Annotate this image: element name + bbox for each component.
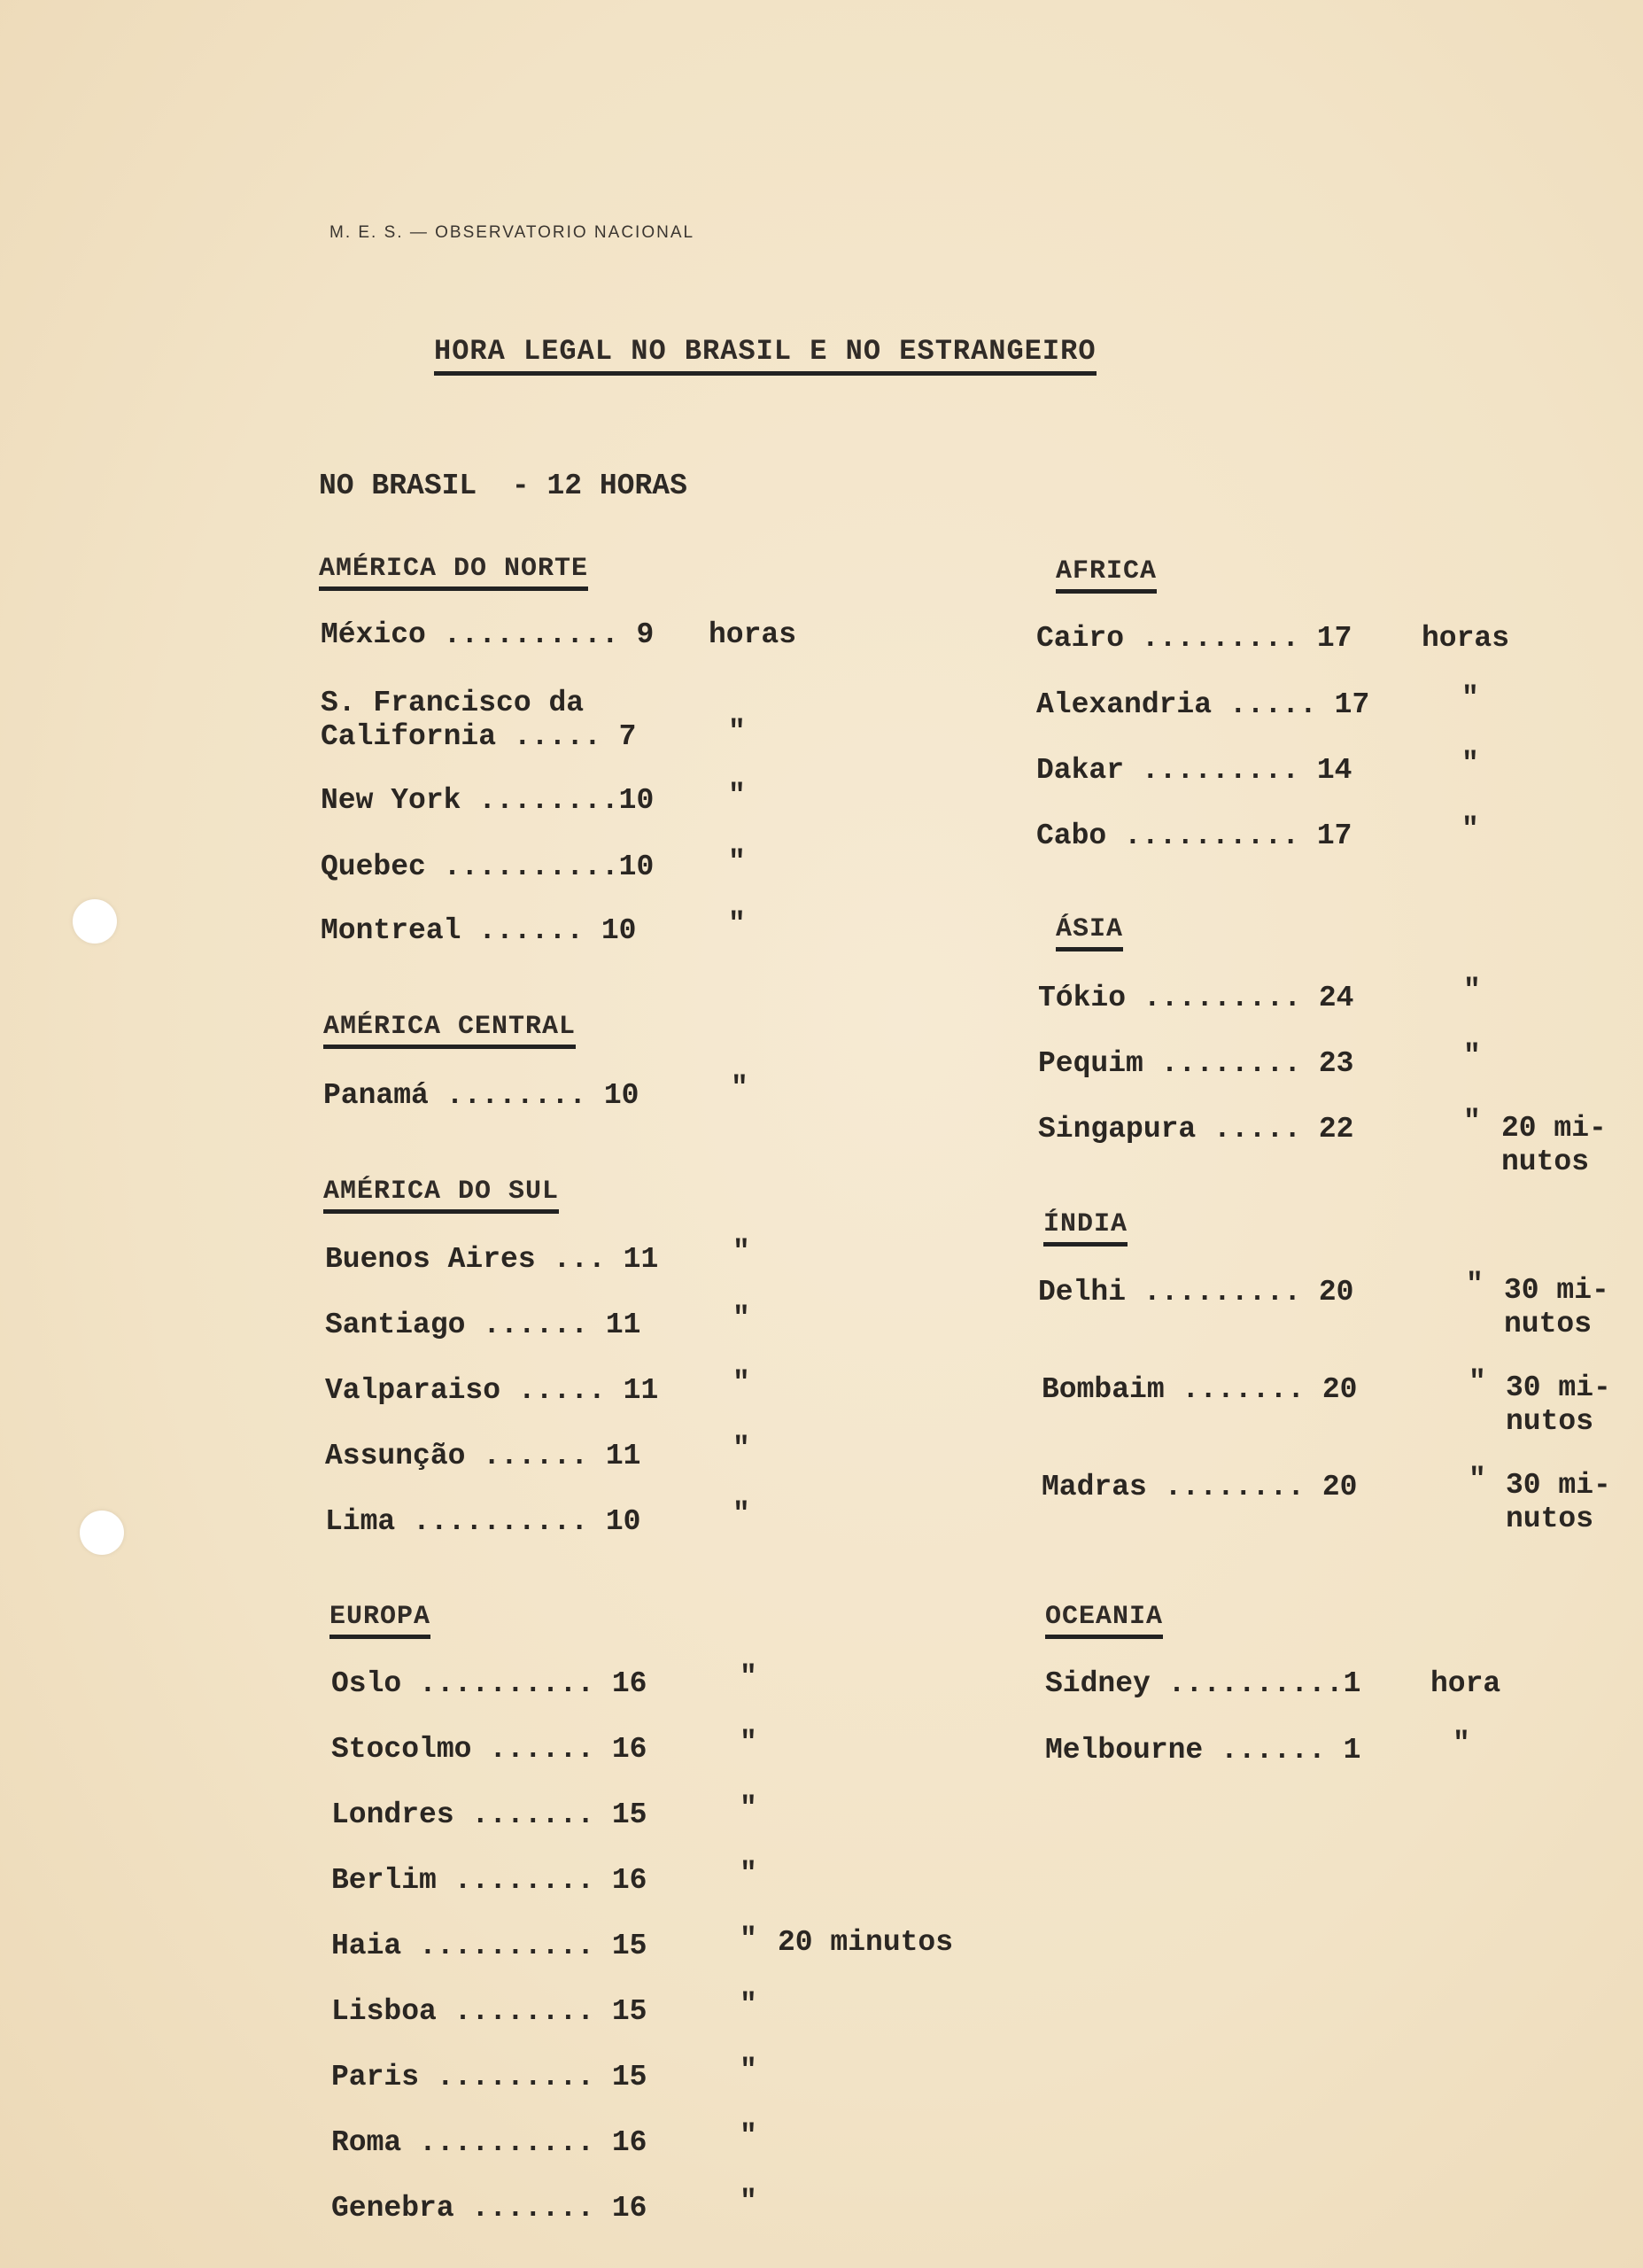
time-row: Bombaim ....... 20 (1042, 1373, 1358, 1406)
time-unit: " (740, 1923, 757, 1956)
time-row: Singapura ..... 22 (1038, 1113, 1354, 1146)
time-row: Tókio ......... 24 (1038, 982, 1354, 1014)
time-row: Madras ........ 20 (1042, 1471, 1358, 1503)
time-row: Lisboa ........ 15 (331, 1995, 647, 2028)
section-heading-india: ÍNDIA (1043, 1209, 1128, 1247)
time-row: Paris ......... 15 (331, 2061, 647, 2093)
time-row: México .......... 9 (321, 618, 655, 651)
letterhead: M. E. S. — OBSERVATORIO NACIONAL (329, 223, 695, 242)
time-note: 20 minutos (778, 1926, 954, 1959)
time-unit: " (728, 780, 746, 812)
time-row: Panamá ........ 10 (323, 1079, 639, 1112)
section-heading-asia: ÁSIA (1056, 914, 1123, 951)
time-row: Valparaiso ..... 11 (325, 1374, 659, 1407)
time-row: Stocolmo ...... 16 (331, 1733, 647, 1766)
section-heading-america-central: AMÉRICA CENTRAL (323, 1012, 576, 1049)
time-unit: " (728, 716, 746, 749)
time-unit: " (732, 1498, 750, 1531)
time-unit: " (1463, 975, 1481, 1007)
time-unit: " (732, 1302, 750, 1335)
time-unit: " (740, 2120, 757, 2153)
time-row: Delhi ......... 20 (1038, 1276, 1354, 1309)
page-title: HORA LEGAL NO BRASIL E NO ESTRANGEIRO (434, 335, 1097, 376)
time-row: New York ........10 (321, 784, 655, 817)
time-row: Sidney ..........1 (1045, 1667, 1361, 1700)
time-unit: " (740, 1989, 757, 2022)
time-unit: hora (1430, 1667, 1501, 1700)
time-row: Oslo .......... 16 (331, 1667, 647, 1700)
time-row: Melbourne ...... 1 (1045, 1734, 1361, 1767)
time-unit: " (740, 1661, 757, 1694)
punch-hole-top (73, 899, 117, 944)
section-heading-oceania: OCEANIA (1045, 1602, 1163, 1639)
time-unit: " (728, 908, 746, 941)
time-row: Santiago ...... 11 (325, 1309, 641, 1341)
time-row: Montreal ...... 10 (321, 914, 637, 947)
time-unit: " (1469, 1366, 1486, 1399)
time-unit: " (1453, 1728, 1470, 1760)
time-row: Pequim ........ 23 (1038, 1047, 1354, 1080)
time-unit: " (1469, 1464, 1486, 1496)
section-heading-america-sul: AMÉRICA DO SUL (323, 1177, 559, 1214)
time-unit: " (732, 1433, 750, 1465)
time-unit: horas (709, 618, 797, 651)
time-unit: " (732, 1367, 750, 1400)
time-row: Quebec ..........10 (321, 850, 655, 883)
time-row: Assunção ...... 11 (325, 1440, 641, 1472)
time-row: Haia .......... 15 (331, 1930, 647, 1962)
time-note: 30 mi- nutos (1504, 1274, 1609, 1340)
time-unit: " (740, 2054, 757, 2087)
time-note: 30 mi- nutos (1506, 1371, 1611, 1438)
punch-hole-bottom (80, 1511, 124, 1555)
time-row: S. Francisco da California ..... 7 (321, 687, 637, 753)
time-unit: " (740, 2186, 757, 2218)
time-unit: " (728, 846, 746, 879)
base-time: NO BRASIL - 12 HORAS (319, 470, 687, 502)
time-unit: " (1466, 1269, 1484, 1301)
time-row: Buenos Aires ... 11 (325, 1243, 659, 1276)
time-unit: " (740, 1792, 757, 1825)
time-unit: " (740, 1858, 757, 1891)
section-heading-america-norte: AMÉRICA DO NORTE (319, 554, 588, 591)
section-heading-europa: EUROPA (329, 1602, 430, 1639)
section-heading-africa: AFRICA (1056, 556, 1157, 594)
time-unit: " (1461, 682, 1479, 715)
time-row: Alexandria ..... 17 (1036, 688, 1370, 721)
time-unit: " (1461, 813, 1479, 846)
time-row: Londres ....... 15 (331, 1798, 647, 1831)
time-row: Berlim ........ 16 (331, 1864, 647, 1897)
time-note: 30 mi- nutos (1506, 1469, 1611, 1535)
time-row: Dakar ......... 14 (1036, 754, 1352, 787)
time-unit: " (732, 1236, 750, 1269)
time-row: Genebra ....... 16 (331, 2192, 647, 2225)
time-unit: horas (1422, 622, 1510, 655)
time-unit: " (1463, 1106, 1481, 1138)
time-unit: " (1461, 748, 1479, 781)
time-note: 20 mi- nutos (1501, 1112, 1607, 1178)
time-unit: " (731, 1072, 748, 1105)
time-row: Cabo .......... 17 (1036, 819, 1352, 852)
time-row: Cairo ......... 17 (1036, 622, 1352, 655)
time-unit: " (740, 1727, 757, 1759)
time-row: Lima .......... 10 (325, 1505, 641, 1538)
time-unit: " (1463, 1040, 1481, 1073)
time-row: Roma .......... 16 (331, 2126, 647, 2159)
